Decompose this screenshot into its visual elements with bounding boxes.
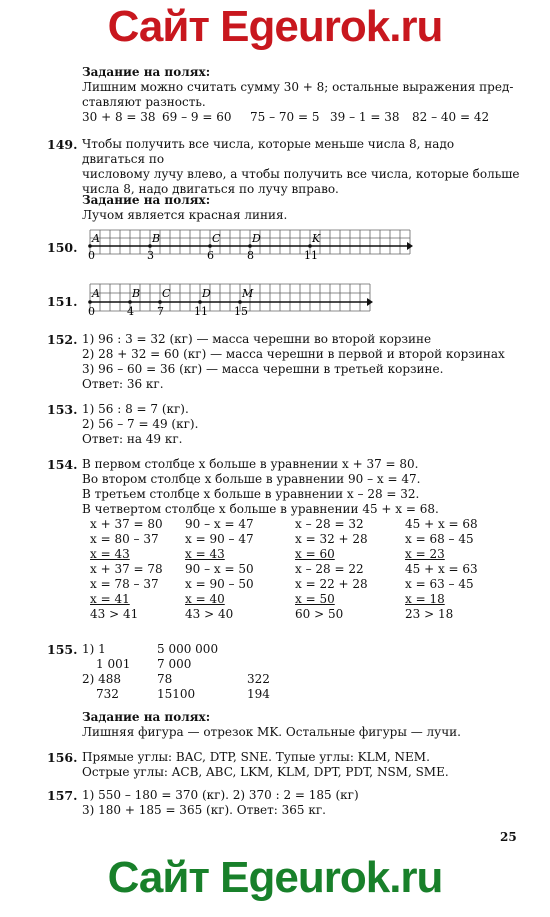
equation-cell: x – 28 = 32	[295, 517, 364, 531]
table-cell: 7 000	[157, 657, 192, 671]
text-line: числа 8, надо двигаться по лучу вправо.	[82, 182, 339, 196]
text-line: В четвертом столбце x больше в уравнении 45 + x = 68.	[82, 502, 439, 516]
point-label: D	[252, 232, 261, 245]
equation-cell: 90 – x = 50	[185, 562, 254, 576]
point-label: B	[132, 287, 141, 300]
task-number: 152.	[47, 332, 78, 347]
equation-cell: x = 32 + 28	[295, 532, 368, 546]
equation-result: x = 40	[185, 592, 225, 606]
equation-row	[90, 562, 520, 577]
answer-line: 3) 180 + 185 = 365 (кг). Ответ: 365 кг.	[82, 803, 326, 817]
task-number: 153.	[47, 402, 78, 417]
equation-cell: x = 90 – 47	[185, 532, 254, 546]
text-line: 1) 96 : 3 = 32 (кг) — масса черешни во второй корзине	[82, 332, 432, 346]
point-label: D	[202, 287, 211, 300]
point-label: K	[312, 232, 321, 245]
number-ray-151	[85, 282, 375, 316]
point-label: A	[92, 287, 100, 300]
point-value: 6	[207, 249, 214, 260]
expression: 82 – 40 = 42	[412, 110, 490, 124]
number-ray-150	[85, 228, 415, 260]
equation-result: x = 43	[90, 547, 130, 561]
equation-row	[90, 547, 520, 562]
text-line: 2) 28 + 32 = 60 (кг) — масса черешни в первой и второй корзинах	[82, 347, 505, 361]
text-line: Чтобы получить все числа, которые меньше числа 8, надо двигаться по	[82, 137, 455, 166]
equation-result: x = 41	[90, 592, 130, 606]
equation-row	[90, 592, 520, 607]
point-value: 3	[147, 249, 154, 260]
equation-result: x = 18	[405, 592, 445, 606]
margin-heading: Задание на полях:	[82, 710, 211, 724]
task-155-table	[82, 642, 520, 702]
point-value: 4	[127, 305, 134, 316]
point-value: 11	[304, 249, 318, 260]
equation-cell: x = 63 – 45	[405, 577, 474, 591]
task-number: 155.	[47, 642, 78, 657]
table-cell: 322	[247, 672, 270, 686]
text-line: Лишним можно считать сумму 30 + 8; остальные выражения пред-	[82, 80, 514, 94]
equation-result: x = 60	[295, 547, 335, 561]
table-cell	[247, 657, 327, 672]
task-number: 156.	[47, 750, 78, 765]
text-line: В третьем столбце x больше в уравнении x – 28 = 32.	[82, 487, 420, 501]
comparison-cell: 23 > 18	[405, 607, 454, 621]
task-157	[82, 788, 520, 818]
comparison-row	[90, 607, 520, 622]
equation-cell: x + 37 = 80	[90, 517, 163, 531]
point-value: 8	[247, 249, 254, 260]
margin-heading: Задание на полях:	[82, 65, 211, 79]
equation-result: x = 43	[185, 547, 225, 561]
expression: 30 + 8 = 38	[82, 110, 156, 124]
point-label: B	[152, 232, 161, 245]
site-banner-top: Сайт Egeurok.ru	[107, 2, 443, 51]
task-149	[82, 137, 520, 197]
table-cell: 5 000 000	[157, 642, 219, 656]
task-number: 151.	[47, 294, 78, 309]
expression: 75 – 70 = 5	[250, 110, 320, 124]
text-line: 2) 56 – 7 = 49 (кг).	[82, 417, 199, 431]
text-line: ставляют разность.	[82, 95, 206, 109]
equation-row	[90, 577, 520, 592]
equation-cell: 45 + x = 63	[405, 562, 478, 576]
text-line: Острые углы: ACB, ABC, LKM, KLM, DPT, PDT, NSM, SME.	[82, 765, 449, 779]
text-line: В первом столбце x больше в уравнении x + 37 = 80.	[82, 457, 419, 471]
text-line: Во втором столбце x больше в уравнении 90 – x = 47.	[82, 472, 421, 486]
point-label: M	[242, 287, 254, 300]
table-cell: 194	[247, 687, 270, 701]
margin-heading: Задание на полях:	[82, 193, 211, 207]
table-cell: 15100	[157, 687, 196, 701]
task-154	[82, 457, 520, 622]
equation-result: x = 23	[405, 547, 445, 561]
text-line: Лишняя фигура — отрезок MK. Остальные фигуры — лучи.	[82, 725, 461, 739]
point-value: 11	[194, 305, 208, 316]
task-number: 154.	[47, 457, 78, 472]
task-number: 157.	[47, 788, 78, 803]
text-line: 1) 550 – 180 = 370 (кг). 2) 370 : 2 = 185 (кг)	[82, 788, 359, 802]
equation-cell: 90 – x = 47	[185, 517, 254, 531]
task-number: 150.	[47, 240, 78, 255]
equation-row	[90, 517, 520, 532]
margin-task-3	[82, 710, 520, 740]
answer-line: Ответ: на 49 кг.	[82, 432, 183, 446]
task-153	[82, 402, 520, 447]
text-line: 3) 96 – 60 = 36 (кг) — масса черешни в третьей корзине.	[82, 362, 444, 376]
point-value: 0	[88, 305, 95, 316]
equations-table	[90, 517, 520, 622]
comparison-cell: 43 > 40	[185, 607, 234, 621]
equation-cell: 45 + x = 68	[405, 517, 478, 531]
expression: 39 – 1 = 38	[330, 110, 400, 124]
expressions-row	[82, 110, 520, 125]
equation-cell: x = 80 – 37	[90, 532, 159, 546]
page-number: 25	[500, 830, 517, 844]
table-cell: 2) 488	[82, 672, 122, 686]
text-line: Лучом является красная линия.	[82, 208, 288, 222]
comparison-cell: 43 > 41	[90, 607, 139, 621]
site-banner-bottom: Сайт Egeurok.ru	[107, 853, 443, 902]
table-cell: 78	[157, 672, 173, 686]
expression: 69 – 9 = 60	[162, 110, 232, 124]
point-label: C	[212, 232, 221, 245]
table-cell: 732	[96, 687, 119, 701]
margin-task-2	[82, 193, 520, 223]
point-value: 0	[88, 249, 95, 260]
point-label: C	[162, 287, 171, 300]
table-cell: 1 001	[96, 657, 131, 671]
margin-task-1	[82, 65, 520, 125]
equation-cell: x = 22 + 28	[295, 577, 368, 591]
equation-cell: x = 68 – 45	[405, 532, 474, 546]
equation-cell: x + 37 = 78	[90, 562, 163, 576]
answer-line: Ответ: 36 кг.	[82, 377, 164, 391]
table-cell: 1) 1	[82, 642, 106, 656]
task-156	[82, 750, 520, 780]
equation-row	[90, 532, 520, 547]
text-line: 1) 56 : 8 = 7 (кг).	[82, 402, 189, 416]
equation-cell: x – 28 = 22	[295, 562, 364, 576]
point-label: A	[92, 232, 100, 245]
point-value: 15	[234, 305, 248, 316]
equation-cell: x = 90 – 50	[185, 577, 254, 591]
task-152	[82, 332, 520, 392]
text-line: Прямые углы: BAC, DTP, SNE. Тупые углы: KLM, NEM.	[82, 750, 430, 764]
task-number: 149.	[47, 137, 78, 152]
point-value: 7	[157, 305, 164, 316]
text-line: числовому лучу влево, а чтобы получить все числа, которые больше	[82, 167, 520, 181]
equation-result: x = 50	[295, 592, 335, 606]
comparison-cell: 60 > 50	[295, 607, 344, 621]
table-cell	[247, 642, 327, 657]
equation-cell: x = 78 – 37	[90, 577, 159, 591]
